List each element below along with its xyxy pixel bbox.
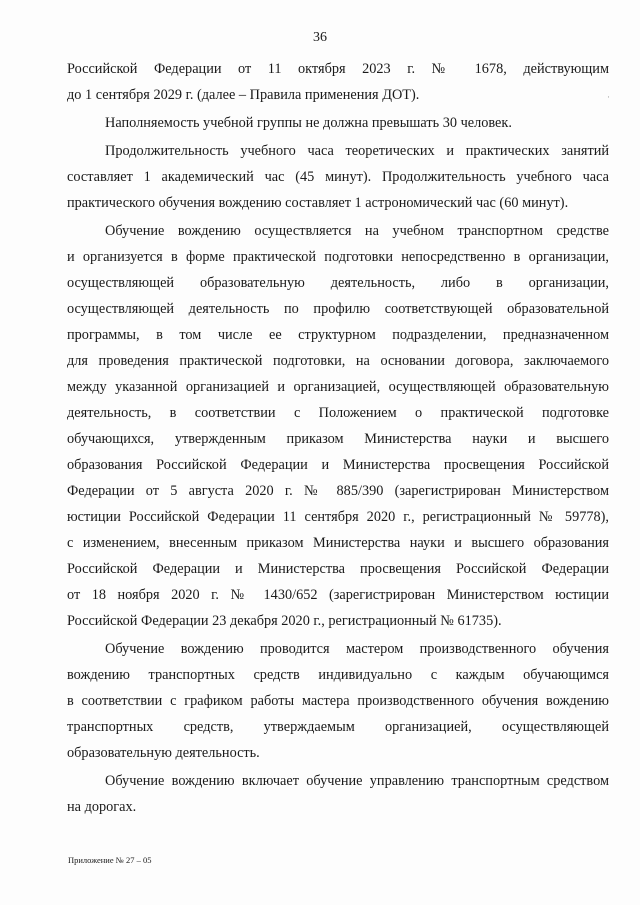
text-line: на дорогах. bbox=[67, 799, 137, 815]
text-line: Российской Федерации от 11 октября 2023 г. № 1678, действующим bbox=[67, 61, 609, 77]
text-line: образовательную деятельность. bbox=[67, 745, 260, 761]
text-line: от 18 ноября 2020 г. № 1430/652 (зарегистрирован Министерством юстиции bbox=[67, 587, 609, 603]
paragraph-continuation bbox=[67, 56, 609, 108]
text-line: вождению транспортных средств индивидуально с каждым обучающимся bbox=[67, 667, 609, 683]
text-line: обучающихся, утвержденным приказом Министерства науки и высшего bbox=[67, 431, 609, 447]
footer-appendix-label: Приложение № 27 – 05 bbox=[68, 855, 152, 865]
text-line: Обучение вождению осуществляется на учебном транспортном средстве bbox=[105, 223, 609, 239]
text-line: Обучение вождению включает обучение управлению транспортным средством bbox=[105, 773, 609, 789]
text-line: Продолжительность учебного часа теоретических и практических занятий bbox=[105, 143, 609, 159]
paragraph-driving-training-organization bbox=[67, 218, 609, 634]
document-body bbox=[67, 56, 609, 820]
paragraph-driving-instructor bbox=[67, 636, 609, 766]
paragraph-lesson-duration bbox=[67, 138, 609, 216]
text-line: транспортных средств, утверждаемым организацией, осуществляющей bbox=[67, 719, 609, 735]
text-line: Обучение вождению проводится мастером производственного обучения bbox=[105, 641, 609, 657]
paragraph-group-size bbox=[67, 110, 609, 136]
scan-mark: · bbox=[607, 92, 610, 102]
text-line: осуществляющей образовательную деятельность, либо в организации, bbox=[67, 275, 609, 291]
text-line: в соответствии с графиком работы мастера производственного обучения вождению bbox=[67, 693, 609, 709]
text-line: для проведения практической подготовки, на основании договора, заключаемого bbox=[67, 353, 609, 369]
text-line: образования Российской Федерации и Министерства просвещения Российской bbox=[67, 457, 609, 473]
text-line: Федерации от 5 августа 2020 г. № 885/390 (зарегистрирован Министерством bbox=[67, 483, 609, 499]
text-line: деятельность, в соответствии с Положением о практической подготовке bbox=[67, 405, 609, 421]
page-number: 36 bbox=[313, 30, 327, 45]
text-line: юстиции Российской Федерации 11 сентября 2020 г., регистрационный № 59778), bbox=[67, 509, 609, 525]
text-line: до 1 сентября 2029 г. (далее – Правила применения ДОТ). bbox=[67, 87, 420, 103]
paragraph-road-driving bbox=[67, 768, 609, 820]
text-line: между указанной организацией и организацией, осуществляющей образовательную bbox=[67, 379, 609, 395]
text-line: с изменением, внесенным приказом Министерства науки и высшего образования bbox=[67, 535, 609, 551]
text-line: практического обучения вождению составляет 1 астрономический час (60 минут). bbox=[67, 195, 569, 211]
text-line: осуществляющей деятельность по профилю соответствующей образовательной bbox=[67, 301, 609, 317]
text-line: составляет 1 академический час (45 минут). Продолжительность учебного часа bbox=[67, 169, 609, 185]
text-line: Российской Федерации 23 декабря 2020 г., регистрационный № 61735). bbox=[67, 613, 502, 629]
text-line: и организуется в форме практической подготовки непосредственно в организации, bbox=[67, 249, 609, 265]
text-line: Наполняемость учебной группы не должна превышать 30 человек. bbox=[105, 115, 512, 131]
text-line: программы, в том числе ее структурном подразделении, предназначенном bbox=[67, 327, 609, 343]
text-line: Российской Федерации и Министерства просвещения Российской Федерации bbox=[67, 561, 609, 577]
